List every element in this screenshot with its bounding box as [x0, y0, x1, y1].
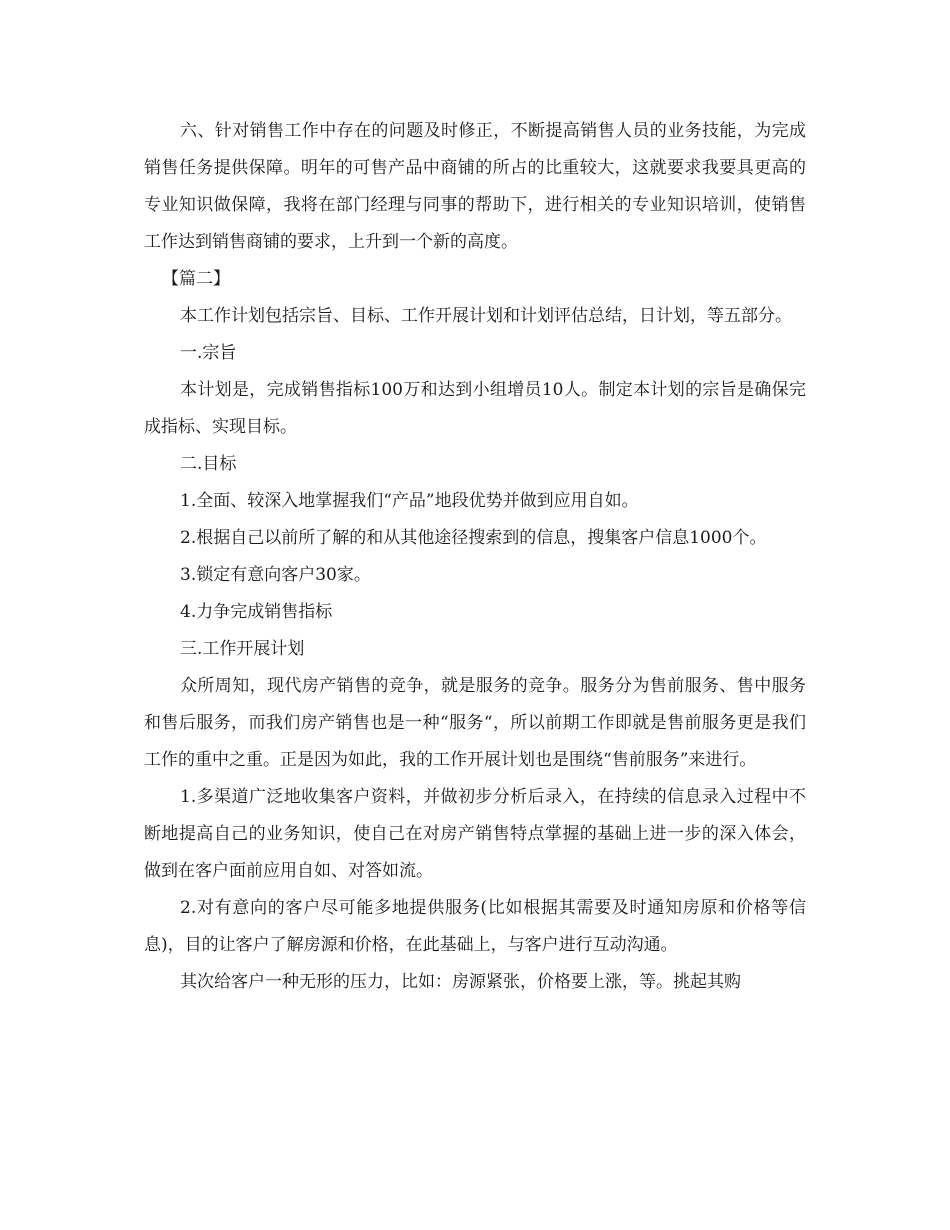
paragraph-section-six: 六、针对销售工作中存在的问题及时修正，不断提高销售人员的业务技能，为完成销售任务提供保障。明年的可售产品中商铺的所占的比重较大，这就要求我要具更高的专业知识做保障，我将在部门经理与同事的帮助下，进行相关的专业知识培训，使销售工作达到销售商铺的要求，上升到一个新的高度。 — [144, 121, 806, 252]
paragraph-purpose: 本计划是，完成销售指标100万和达到小组增员10人。制定本计划的宗旨是确保完成指标、实现目标。 — [144, 380, 806, 437]
list-item-goal-1: 1.全面、较深入地掌握我们“产品”地段优势并做到应用自如。 — [180, 491, 639, 511]
heading-work-plan: 三.工作开展计划 — [180, 639, 305, 659]
list-item-goal-3: 3.锁定有意向客户30家。 — [180, 565, 371, 585]
list-item-goal-4: 4.力争完成销售指标 — [180, 602, 333, 622]
paragraph-pressure: 其次给客户一种无形的压力，比如：房源紧张，价格要上涨，等。挑起其购 — [180, 972, 741, 992]
heading-goals: 二.目标 — [180, 454, 237, 474]
heading-part-two: 【篇二】 — [162, 269, 230, 289]
document-body — [144, 113, 806, 1001]
paragraph-service-competition: 众所周知，现代房产销售的竞争，就是服务的竞争。服务分为售前服务、售中服务和售后服务，而我们房产销售也是一种“服务“，所以前期工作即就是售前服务更是我们工作的重中之重。正是因为如此，我的工作开展计划也是围绕“售前服务”来进行。 — [144, 676, 806, 770]
heading-purpose: 一.宗旨 — [180, 343, 237, 363]
list-item-plan-1: 1.多渠道广泛地收集客户资料，并做初步分析后录入，在持续的信息录入过程中不断地提高自己的业务知识，使自己在对房产销售特点掌握的基础上进一步的深入体会，做到在客户面前应用自如、对答如流。 — [144, 787, 806, 881]
paragraph-plan-overview: 本工作计划包括宗旨、目标、工作开展计划和计划评估总结，日计划，等五部分。 — [180, 306, 792, 326]
list-item-goal-2: 2.根据自己以前所了解的和从其他途径搜索到的信息，搜集客户信息1000个。 — [180, 528, 767, 548]
list-item-plan-2: 2.对有意向的客户尽可能多地提供服务(比如根据其需要及时通知房原和价格等信息)，目的让客户了解房源和价格，在此基础上，与客户进行互动沟通。 — [144, 898, 806, 955]
